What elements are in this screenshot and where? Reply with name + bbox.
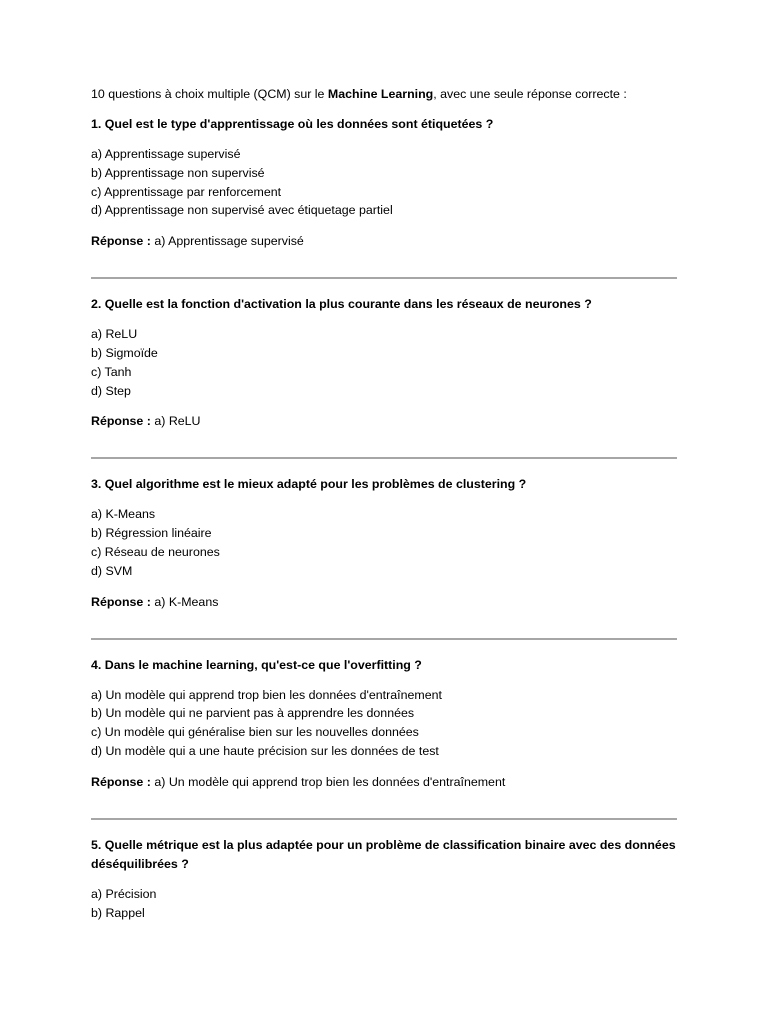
- section-divider: [91, 638, 677, 640]
- answer-line: [91, 773, 677, 791]
- option-item: b) Régression linéaire: [91, 526, 212, 541]
- answer-value: a) ReLU: [154, 414, 201, 429]
- question-title: 4. Dans le machine learning, qu'est-ce que l'overfitting ?: [91, 657, 422, 672]
- options-list: [91, 145, 677, 220]
- options-list: [91, 325, 677, 400]
- option-item: d) Step: [91, 383, 131, 398]
- option-item: a) Apprentissage supervisé: [91, 147, 241, 161]
- question-1: [91, 115, 677, 250]
- intro-text: [91, 85, 677, 103]
- answer-label: Réponse :: [91, 414, 151, 429]
- option-item: a) K-Means: [91, 507, 156, 522]
- question-title: 3. Quel algorithme est le mieux adapté pour les problèmes de clustering ?: [91, 477, 527, 492]
- options-list: [91, 686, 677, 761]
- option-item: d) Apprentissage non supervisé avec étiquetage partiel: [91, 203, 393, 218]
- option-item: d) SVM: [91, 563, 133, 578]
- section-divider: [91, 457, 677, 459]
- option-item: a) ReLU: [91, 327, 138, 342]
- answer-value: a) Un modèle qui apprend trop bien les données d'entraînement: [154, 774, 506, 789]
- question-title: 2. Quelle est la fonction d'activation la plus courante dans les réseaux de neurones ?: [91, 297, 592, 312]
- question-title: 5. Quelle métrique est la plus adaptée pour un problème de classification binaire avec des données déséquilibrées ?: [91, 837, 676, 871]
- option-item: b) Rappel: [91, 905, 145, 920]
- intro-topic: Machine Learning: [327, 87, 434, 101]
- answer-line: [91, 232, 677, 250]
- option-item: a) Un modèle qui apprend trop bien les données d'entraînement: [91, 687, 442, 702]
- option-item: d) Un modèle qui a une haute précision sur les données de test: [91, 743, 439, 758]
- answer-line: [91, 593, 677, 611]
- option-item: c) Apprentissage par renforcement: [91, 184, 282, 199]
- options-list: [91, 885, 677, 923]
- answer-label: Réponse :: [91, 234, 151, 249]
- option-item: b) Apprentissage non supervisé: [91, 165, 265, 180]
- option-item: c) Réseau de neurones: [91, 544, 220, 559]
- answer-line: [91, 412, 677, 430]
- intro-prefix: 10 questions à choix multiple (QCM) sur le: [91, 87, 328, 101]
- options-list: [91, 505, 677, 580]
- section-divider: [91, 277, 677, 279]
- option-item: b) Sigmoïde: [91, 345, 158, 360]
- option-item: a) Précision: [91, 886, 157, 901]
- question-2: [91, 295, 677, 430]
- answer-value: a) K-Means: [154, 594, 219, 609]
- question-4: [91, 656, 677, 791]
- question-title: 1. Quel est le type d'apprentissage où les données sont étiquetées ?: [91, 117, 494, 131]
- section-divider: [91, 818, 677, 820]
- answer-label: Réponse :: [91, 774, 151, 789]
- intro-suffix: , avec une seule réponse correcte :: [433, 87, 627, 101]
- option-item: c) Tanh: [91, 364, 132, 379]
- option-item: b) Un modèle qui ne parvient pas à apprendre les données: [91, 706, 415, 721]
- question-5: [91, 836, 677, 923]
- question-3: [91, 475, 677, 610]
- option-item: c) Un modèle qui généralise bien sur les nouvelles données: [91, 725, 419, 740]
- document-content: [91, 85, 677, 934]
- answer-label: Réponse :: [91, 594, 151, 609]
- answer-value: a) Apprentissage supervisé: [154, 234, 304, 249]
